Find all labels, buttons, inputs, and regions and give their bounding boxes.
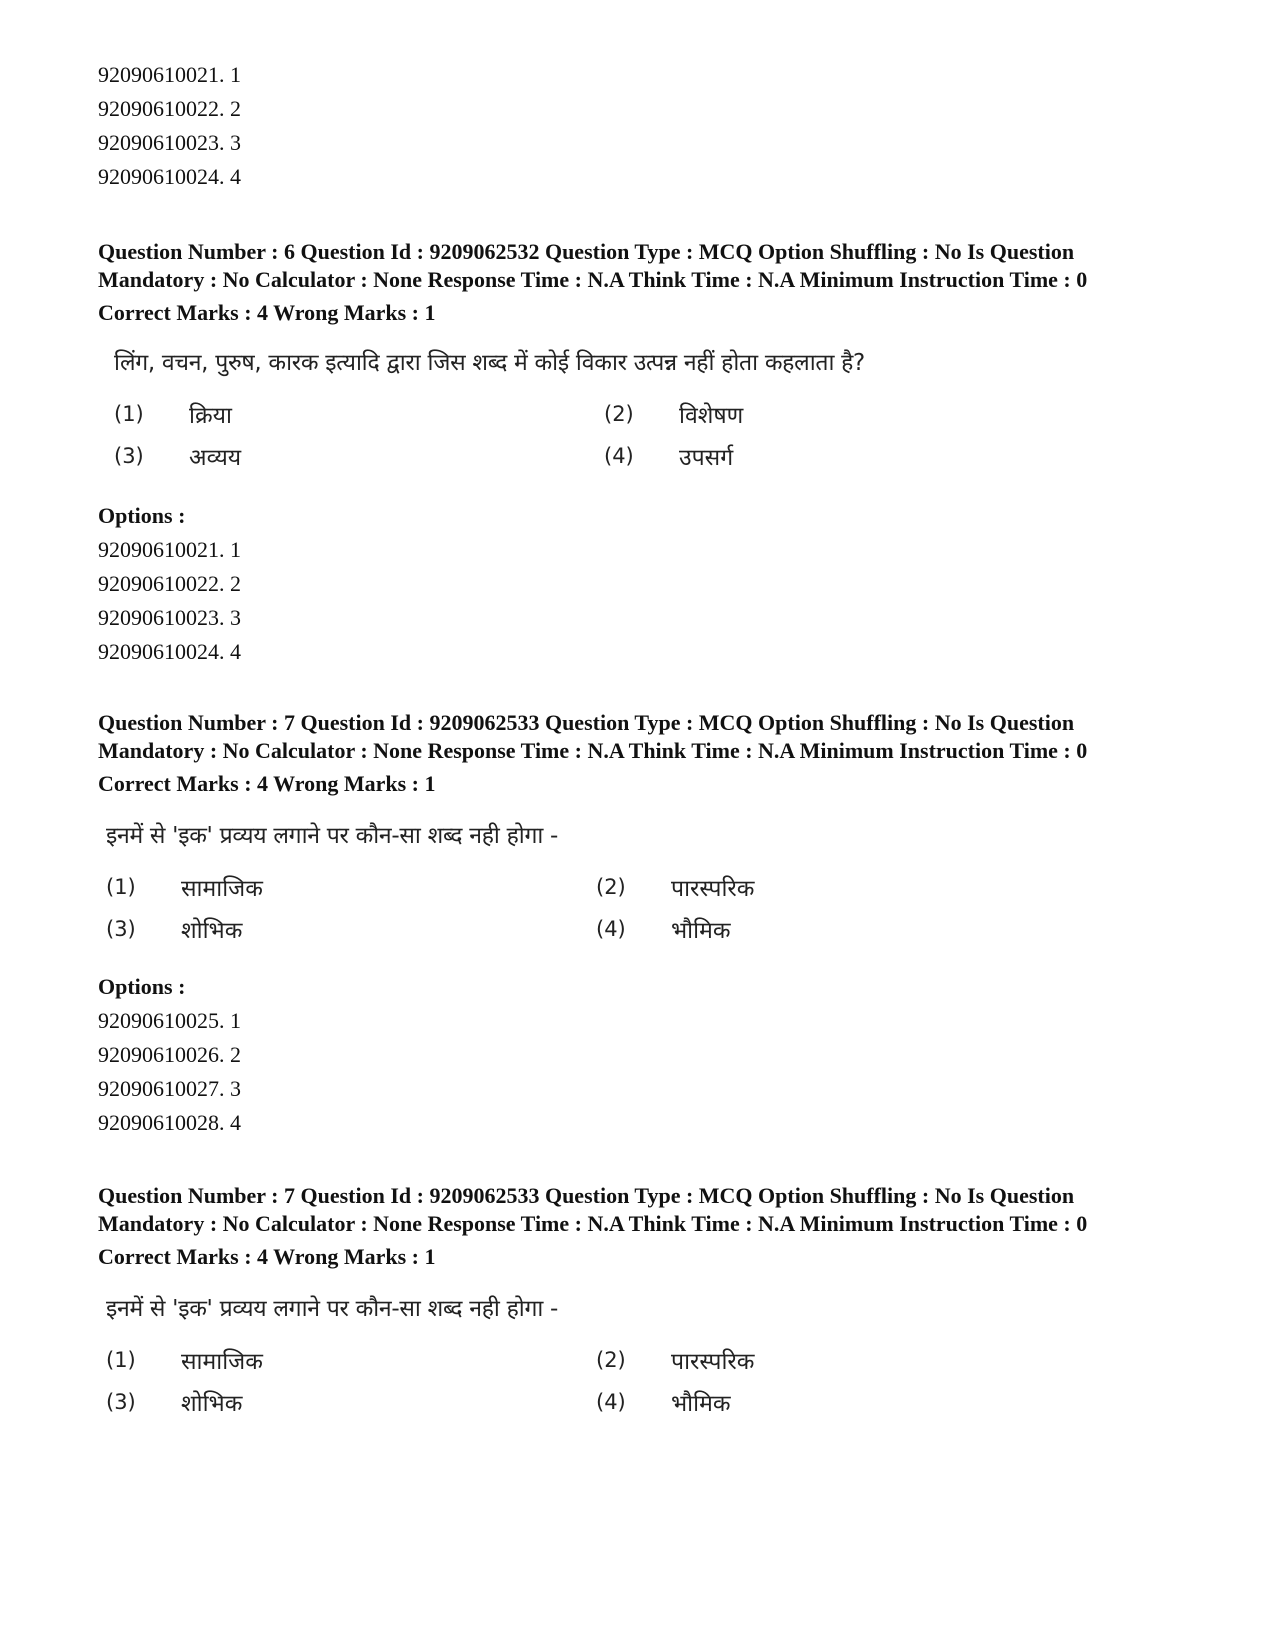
choice-label: सामाजिक: [181, 1349, 263, 1375]
question-block-7: [98, 709, 1188, 1140]
choice-2: [596, 1341, 1096, 1379]
question-marks: Correct Marks : 4 Wrong Marks : 1: [98, 771, 436, 796]
choice-number: (1): [114, 402, 144, 426]
choice-1: [114, 395, 604, 433]
choice-label: भौमिक: [671, 1391, 731, 1417]
option-line: 92090610028. 4: [98, 1110, 241, 1135]
previous-options-list: [98, 58, 1188, 194]
choice-3: [106, 1383, 596, 1421]
question-meta: Question Number : 7 Question Id : 9209062533 Question Type : MCQ Option Shuffling : No Is Question Mandatory : No Calculator : None Response Time : N.A Think Time : N.A Minimum Instruction Time : 0: [98, 710, 1088, 763]
option-line: 92090610021. 1: [98, 537, 241, 562]
choice-label: शोभिक: [181, 918, 243, 944]
question-block-7-repeat: [98, 1182, 1188, 1421]
choice-number: (2): [604, 402, 634, 426]
question-text: इनमें से 'इक' प्रव्यय लगाने पर कौन-सा शब्द नही होगा -: [106, 1296, 559, 1322]
choice-label: विशेषण: [679, 403, 744, 429]
question-choices: [106, 868, 1188, 948]
choice-2: [604, 395, 1104, 433]
choice-2: [596, 868, 1096, 906]
choice-label: अव्यय: [189, 445, 242, 471]
choice-label: पारस्परिक: [671, 1349, 755, 1375]
question-image: [98, 345, 1188, 475]
question-meta: Question Number : 6 Question Id : 9209062532 Question Type : MCQ Option Shuffling : No Is Question Mandatory : No Calculator : None Response Time : N.A Think Time : N.A Minimum Instruction Time : 0: [98, 239, 1088, 292]
choice-number: (1): [106, 1348, 136, 1372]
question-marks: Correct Marks : 4 Wrong Marks : 1: [98, 300, 436, 325]
choice-number: (2): [596, 1348, 626, 1372]
choice-4: [596, 910, 1096, 948]
choice-label: क्रिया: [189, 403, 232, 429]
choice-number: (1): [106, 875, 136, 899]
choice-number: (3): [106, 1390, 136, 1414]
choice-3: [114, 437, 604, 475]
choice-label: शोभिक: [181, 1391, 243, 1417]
choice-4: [604, 437, 1104, 475]
choice-1: [106, 868, 596, 906]
options-label: Options :: [98, 503, 186, 528]
question-text: लिंग, वचन, पुरुष, कारक इत्यादि द्वारा जिस शब्द में कोई विकार उत्पन्न नहीं होता कहलाता है?: [114, 350, 865, 376]
choice-number: (4): [596, 1390, 626, 1414]
document-page: [98, 58, 1188, 1421]
question-choices: [114, 395, 1188, 475]
choice-1: [106, 1341, 596, 1379]
choice-number: (4): [596, 917, 626, 941]
choice-label: भौमिक: [671, 918, 731, 944]
choice-number: (3): [114, 444, 144, 468]
choice-label: उपसर्ग: [679, 445, 734, 471]
question-text: इनमें से 'इक' प्रव्यय लगाने पर कौन-सा शब्द नही होगा -: [106, 823, 559, 849]
options-section: [98, 970, 1188, 1140]
choice-number: (3): [106, 917, 136, 941]
question-image: [98, 1291, 1188, 1421]
option-line: 92090610023. 3: [98, 130, 241, 155]
choice-label: पारस्परिक: [671, 876, 755, 902]
option-line: 92090610025. 1: [98, 1008, 241, 1033]
choice-number: (2): [596, 875, 626, 899]
choice-number: (4): [604, 444, 634, 468]
option-line: 92090610022. 2: [98, 96, 241, 121]
option-line: 92090610024. 4: [98, 639, 241, 664]
question-marks: Correct Marks : 4 Wrong Marks : 1: [98, 1244, 436, 1269]
options-section: [98, 499, 1188, 669]
question-image: [98, 818, 1188, 948]
choice-3: [106, 910, 596, 948]
question-choices: [106, 1341, 1188, 1421]
option-line: 92090610024. 4: [98, 164, 241, 189]
choice-label: सामाजिक: [181, 876, 263, 902]
option-line: 92090610021. 1: [98, 62, 241, 87]
options-label: Options :: [98, 974, 186, 999]
option-line: 92090610023. 3: [98, 605, 241, 630]
option-line: 92090610022. 2: [98, 571, 241, 596]
option-line: 92090610027. 3: [98, 1076, 241, 1101]
choice-4: [596, 1383, 1096, 1421]
question-meta: Question Number : 7 Question Id : 9209062533 Question Type : MCQ Option Shuffling : No Is Question Mandatory : No Calculator : None Response Time : N.A Think Time : N.A Minimum Instruction Time : 0: [98, 1183, 1088, 1236]
question-block-6: [98, 238, 1188, 669]
option-line: 92090610026. 2: [98, 1042, 241, 1067]
